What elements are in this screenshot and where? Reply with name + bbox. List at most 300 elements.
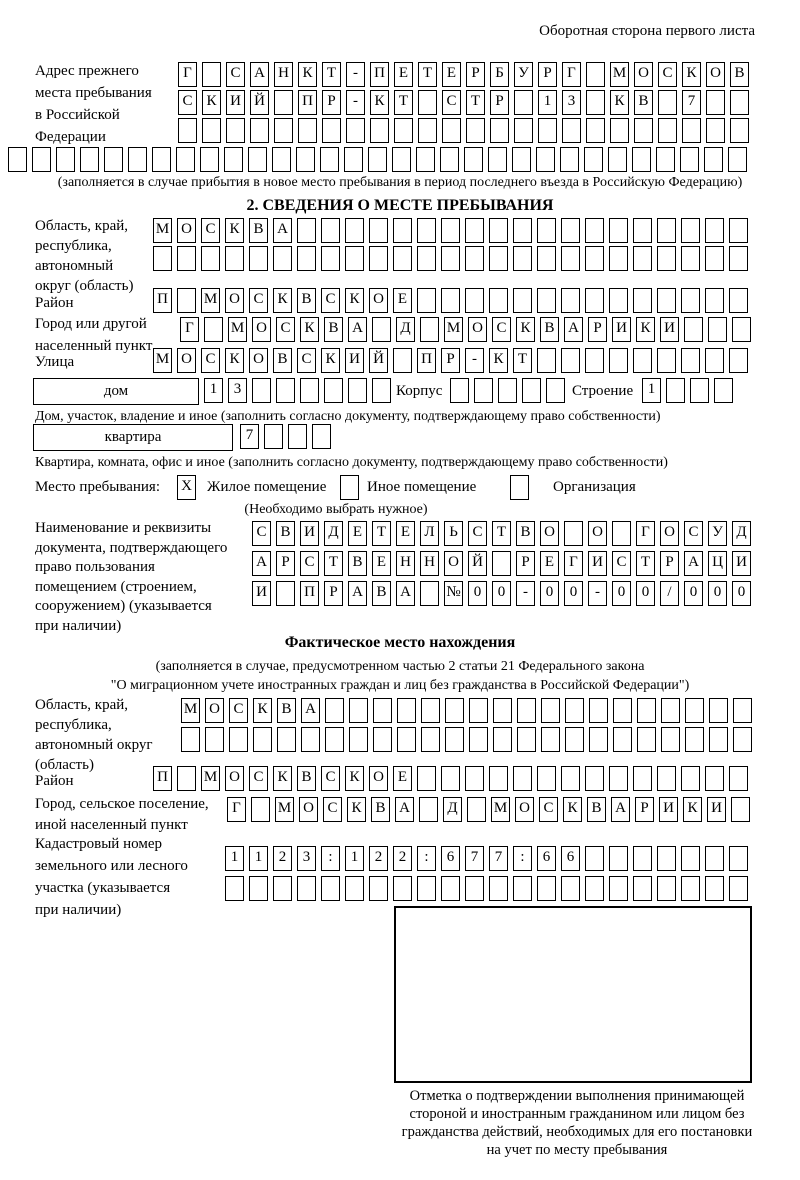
char-cell[interactable] xyxy=(488,147,507,172)
char-cell[interactable] xyxy=(706,118,725,143)
char-cell[interactable]: С xyxy=(539,797,558,822)
char-cell[interactable]: Р xyxy=(324,581,343,606)
char-cell[interactable]: И xyxy=(659,797,678,822)
char-cell[interactable] xyxy=(729,766,748,791)
char-cell[interactable] xyxy=(300,378,319,403)
char-cell[interactable] xyxy=(589,698,608,723)
char-cell[interactable]: Й xyxy=(468,551,487,576)
char-cell[interactable]: О xyxy=(515,797,534,822)
char-cell[interactable] xyxy=(565,698,584,723)
char-cell[interactable] xyxy=(393,246,412,271)
char-cell[interactable] xyxy=(297,246,316,271)
char-cell[interactable]: Л xyxy=(420,521,439,546)
char-cell[interactable] xyxy=(561,876,580,901)
char-cell[interactable]: С xyxy=(201,218,220,243)
char-cell[interactable] xyxy=(705,846,724,871)
char-cell[interactable] xyxy=(469,727,488,752)
char-cell[interactable] xyxy=(512,147,531,172)
char-cell[interactable]: Е xyxy=(393,766,412,791)
char-cell[interactable]: Р xyxy=(322,90,341,115)
char-cell[interactable]: О xyxy=(177,218,196,243)
char-cell[interactable] xyxy=(585,218,604,243)
checkbox-other-premises[interactable] xyxy=(340,475,359,500)
char-cell[interactable]: К xyxy=(516,317,535,342)
char-cell[interactable]: Е xyxy=(372,551,391,576)
char-cell[interactable] xyxy=(609,348,628,373)
char-cell[interactable] xyxy=(657,246,676,271)
char-cell[interactable] xyxy=(200,147,219,172)
char-cell[interactable] xyxy=(253,727,272,752)
char-cell[interactable] xyxy=(80,147,99,172)
char-cell[interactable] xyxy=(513,218,532,243)
char-cell[interactable]: Ь xyxy=(444,521,463,546)
char-cell[interactable]: А xyxy=(252,551,271,576)
char-cell[interactable] xyxy=(709,727,728,752)
char-cell[interactable]: С xyxy=(300,551,319,576)
char-cell[interactable] xyxy=(633,766,652,791)
char-cell[interactable]: Е xyxy=(393,288,412,313)
char-cell[interactable] xyxy=(177,288,196,313)
char-cell[interactable]: И xyxy=(345,348,364,373)
char-cell[interactable] xyxy=(564,521,583,546)
char-cell[interactable] xyxy=(538,118,557,143)
char-cell[interactable] xyxy=(537,348,556,373)
char-cell[interactable]: К xyxy=(321,348,340,373)
char-cell[interactable] xyxy=(8,147,27,172)
char-cell[interactable]: В xyxy=(297,288,316,313)
char-cell[interactable]: 7 xyxy=(682,90,701,115)
char-cell[interactable] xyxy=(493,727,512,752)
char-cell[interactable]: Т xyxy=(636,551,655,576)
char-cell[interactable] xyxy=(296,147,315,172)
char-cell[interactable] xyxy=(467,797,486,822)
char-cell[interactable]: О xyxy=(299,797,318,822)
char-cell[interactable] xyxy=(585,766,604,791)
char-cell[interactable] xyxy=(202,62,221,87)
char-cell[interactable] xyxy=(321,246,340,271)
char-cell[interactable] xyxy=(441,288,460,313)
char-cell[interactable] xyxy=(561,288,580,313)
char-cell[interactable] xyxy=(417,246,436,271)
char-cell[interactable] xyxy=(251,797,270,822)
char-cell[interactable] xyxy=(609,876,628,901)
char-cell[interactable]: В xyxy=(516,521,535,546)
char-cell[interactable] xyxy=(585,288,604,313)
char-cell[interactable]: Ц xyxy=(708,551,727,576)
char-cell[interactable]: : xyxy=(321,846,340,871)
char-cell[interactable]: М xyxy=(181,698,200,723)
char-cell[interactable] xyxy=(681,348,700,373)
char-cell[interactable] xyxy=(657,288,676,313)
char-cell[interactable] xyxy=(613,698,632,723)
char-cell[interactable]: А xyxy=(395,797,414,822)
char-cell[interactable] xyxy=(176,147,195,172)
char-cell[interactable] xyxy=(489,876,508,901)
char-cell[interactable]: Р xyxy=(466,62,485,87)
char-cell[interactable] xyxy=(325,698,344,723)
char-cell[interactable] xyxy=(369,876,388,901)
char-cell[interactable] xyxy=(274,90,293,115)
char-cell[interactable]: М xyxy=(275,797,294,822)
char-cell[interactable]: Й xyxy=(369,348,388,373)
char-cell[interactable] xyxy=(393,876,412,901)
char-cell[interactable] xyxy=(465,246,484,271)
char-cell[interactable] xyxy=(609,288,628,313)
char-cell[interactable]: Д xyxy=(443,797,462,822)
char-cell[interactable] xyxy=(705,288,724,313)
char-cell[interactable]: М xyxy=(201,288,220,313)
char-cell[interactable]: Г xyxy=(227,797,246,822)
char-cell[interactable] xyxy=(346,118,365,143)
char-cell[interactable] xyxy=(633,218,652,243)
char-cell[interactable]: О xyxy=(540,521,559,546)
char-cell[interactable] xyxy=(562,118,581,143)
char-cell[interactable] xyxy=(277,727,296,752)
char-cell[interactable]: В xyxy=(634,90,653,115)
char-cell[interactable] xyxy=(522,378,541,403)
char-cell[interactable] xyxy=(420,317,439,342)
char-cell[interactable]: Р xyxy=(516,551,535,576)
char-cell[interactable] xyxy=(681,846,700,871)
char-cell[interactable] xyxy=(345,218,364,243)
char-cell[interactable] xyxy=(445,727,464,752)
char-cell[interactable] xyxy=(561,218,580,243)
char-cell[interactable]: 2 xyxy=(273,846,292,871)
char-cell[interactable]: Р xyxy=(635,797,654,822)
char-cell[interactable] xyxy=(632,147,651,172)
char-cell[interactable] xyxy=(537,876,556,901)
char-cell[interactable]: К xyxy=(202,90,221,115)
char-cell[interactable] xyxy=(706,90,725,115)
char-cell[interactable]: В xyxy=(277,698,296,723)
char-cell[interactable] xyxy=(704,147,723,172)
char-cell[interactable] xyxy=(465,876,484,901)
char-cell[interactable] xyxy=(372,317,391,342)
char-cell[interactable] xyxy=(537,218,556,243)
char-cell[interactable]: С xyxy=(226,62,245,87)
char-cell[interactable]: О xyxy=(369,288,388,313)
char-cell[interactable] xyxy=(586,118,605,143)
char-cell[interactable] xyxy=(637,727,656,752)
char-cell[interactable]: 1 xyxy=(345,846,364,871)
char-cell[interactable]: К xyxy=(489,348,508,373)
char-cell[interactable] xyxy=(585,246,604,271)
char-cell[interactable]: 0 xyxy=(612,581,631,606)
char-cell[interactable] xyxy=(416,147,435,172)
char-cell[interactable] xyxy=(344,147,363,172)
char-cell[interactable]: С xyxy=(321,288,340,313)
char-cell[interactable] xyxy=(298,118,317,143)
char-cell[interactable]: С xyxy=(442,90,461,115)
char-cell[interactable] xyxy=(474,378,493,403)
char-cell[interactable] xyxy=(681,766,700,791)
char-cell[interactable] xyxy=(561,246,580,271)
char-cell[interactable]: 0 xyxy=(732,581,751,606)
char-cell[interactable] xyxy=(252,378,271,403)
char-cell[interactable] xyxy=(705,348,724,373)
char-cell[interactable] xyxy=(517,727,536,752)
char-cell[interactable] xyxy=(705,766,724,791)
char-cell[interactable] xyxy=(609,218,628,243)
char-cell[interactable] xyxy=(610,118,629,143)
char-cell[interactable]: К xyxy=(636,317,655,342)
char-cell[interactable]: В xyxy=(730,62,749,87)
char-cell[interactable]: С xyxy=(178,90,197,115)
char-cell[interactable] xyxy=(421,727,440,752)
char-cell[interactable] xyxy=(349,698,368,723)
char-cell[interactable]: 1 xyxy=(225,846,244,871)
char-cell[interactable]: С xyxy=(321,766,340,791)
char-cell[interactable] xyxy=(585,846,604,871)
char-cell[interactable] xyxy=(517,698,536,723)
char-cell[interactable] xyxy=(709,698,728,723)
char-cell[interactable] xyxy=(345,246,364,271)
char-cell[interactable] xyxy=(589,727,608,752)
char-cell[interactable] xyxy=(201,246,220,271)
char-cell[interactable] xyxy=(585,348,604,373)
char-cell[interactable] xyxy=(608,147,627,172)
checkbox-residential[interactable]: X xyxy=(177,475,196,500)
char-cell[interactable]: 3 xyxy=(228,378,247,403)
char-cell[interactable] xyxy=(394,118,413,143)
char-cell[interactable] xyxy=(465,288,484,313)
char-cell[interactable] xyxy=(229,727,248,752)
char-cell[interactable]: С xyxy=(201,348,220,373)
char-cell[interactable]: И xyxy=(660,317,679,342)
char-cell[interactable]: Р xyxy=(660,551,679,576)
char-cell[interactable] xyxy=(585,876,604,901)
char-cell[interactable]: Е xyxy=(348,521,367,546)
char-cell[interactable] xyxy=(465,218,484,243)
char-cell[interactable]: Д xyxy=(324,521,343,546)
char-cell[interactable] xyxy=(537,288,556,313)
char-cell[interactable] xyxy=(417,766,436,791)
char-cell[interactable] xyxy=(637,698,656,723)
char-cell[interactable] xyxy=(56,147,75,172)
char-cell[interactable]: 1 xyxy=(249,846,268,871)
char-cell[interactable] xyxy=(731,797,750,822)
char-cell[interactable] xyxy=(586,90,605,115)
char-cell[interactable] xyxy=(666,378,685,403)
char-cell[interactable]: Г xyxy=(178,62,197,87)
char-cell[interactable]: 1 xyxy=(538,90,557,115)
char-cell[interactable]: В xyxy=(276,521,295,546)
char-cell[interactable] xyxy=(729,846,748,871)
char-cell[interactable]: С xyxy=(323,797,342,822)
char-cell[interactable]: Т xyxy=(492,521,511,546)
char-cell[interactable]: А xyxy=(564,317,583,342)
char-cell[interactable]: 6 xyxy=(441,846,460,871)
char-cell[interactable] xyxy=(690,378,709,403)
char-cell[interactable]: - xyxy=(346,90,365,115)
char-cell[interactable]: С xyxy=(249,766,268,791)
char-cell[interactable] xyxy=(489,246,508,271)
char-cell[interactable]: О xyxy=(249,348,268,373)
char-cell[interactable] xyxy=(225,876,244,901)
char-cell[interactable]: С xyxy=(492,317,511,342)
char-cell[interactable] xyxy=(440,147,459,172)
char-cell[interactable]: М xyxy=(491,797,510,822)
char-cell[interactable]: М xyxy=(153,348,172,373)
char-cell[interactable] xyxy=(633,288,652,313)
char-cell[interactable] xyxy=(152,147,171,172)
char-cell[interactable]: О xyxy=(588,521,607,546)
char-cell[interactable]: Д xyxy=(732,521,751,546)
char-cell[interactable] xyxy=(609,766,628,791)
char-cell[interactable] xyxy=(633,348,652,373)
char-cell[interactable]: Р xyxy=(588,317,607,342)
char-cell[interactable]: А xyxy=(611,797,630,822)
char-cell[interactable]: Р xyxy=(276,551,295,576)
char-cell[interactable] xyxy=(514,90,533,115)
char-cell[interactable] xyxy=(513,876,532,901)
char-cell[interactable] xyxy=(297,876,316,901)
char-cell[interactable] xyxy=(249,876,268,901)
char-cell[interactable]: О xyxy=(444,551,463,576)
char-cell[interactable]: - xyxy=(588,581,607,606)
char-cell[interactable] xyxy=(633,246,652,271)
char-cell[interactable] xyxy=(541,727,560,752)
char-cell[interactable]: В xyxy=(273,348,292,373)
char-cell[interactable] xyxy=(349,727,368,752)
char-cell[interactable]: Н xyxy=(420,551,439,576)
char-cell[interactable]: Е xyxy=(396,521,415,546)
char-cell[interactable] xyxy=(733,727,752,752)
char-cell[interactable] xyxy=(393,348,412,373)
char-cell[interactable]: К xyxy=(225,348,244,373)
char-cell[interactable]: К xyxy=(273,288,292,313)
char-cell[interactable]: С xyxy=(249,288,268,313)
char-cell[interactable] xyxy=(250,118,269,143)
char-cell[interactable]: Е xyxy=(442,62,461,87)
char-cell[interactable] xyxy=(276,378,295,403)
char-cell[interactable] xyxy=(537,246,556,271)
char-cell[interactable] xyxy=(373,698,392,723)
char-cell[interactable] xyxy=(373,727,392,752)
char-cell[interactable]: Т xyxy=(394,90,413,115)
char-cell[interactable] xyxy=(708,317,727,342)
char-cell[interactable] xyxy=(420,581,439,606)
char-cell[interactable] xyxy=(392,147,411,172)
char-cell[interactable] xyxy=(397,698,416,723)
char-cell[interactable] xyxy=(320,147,339,172)
char-cell[interactable] xyxy=(560,147,579,172)
char-cell[interactable] xyxy=(441,218,460,243)
char-cell[interactable]: 0 xyxy=(564,581,583,606)
char-cell[interactable]: : xyxy=(513,846,532,871)
char-cell[interactable] xyxy=(705,218,724,243)
char-cell[interactable]: О xyxy=(225,766,244,791)
char-cell[interactable]: К xyxy=(298,62,317,87)
char-cell[interactable]: А xyxy=(273,218,292,243)
char-cell[interactable] xyxy=(489,766,508,791)
char-cell[interactable] xyxy=(656,147,675,172)
char-cell[interactable]: 7 xyxy=(465,846,484,871)
char-cell[interactable]: К xyxy=(300,317,319,342)
char-cell[interactable]: С xyxy=(252,521,271,546)
char-cell[interactable] xyxy=(658,118,677,143)
char-cell[interactable] xyxy=(393,218,412,243)
char-cell[interactable]: К xyxy=(682,62,701,87)
char-cell[interactable] xyxy=(445,698,464,723)
char-cell[interactable]: В xyxy=(371,797,390,822)
char-cell[interactable] xyxy=(492,551,511,576)
char-cell[interactable] xyxy=(418,118,437,143)
char-cell[interactable] xyxy=(714,378,733,403)
char-cell[interactable]: Р xyxy=(538,62,557,87)
char-cell[interactable]: В xyxy=(587,797,606,822)
char-cell[interactable]: 1 xyxy=(204,378,223,403)
char-cell[interactable] xyxy=(685,698,704,723)
char-cell[interactable]: Б xyxy=(490,62,509,87)
char-cell[interactable]: П xyxy=(417,348,436,373)
char-cell[interactable] xyxy=(513,288,532,313)
char-cell[interactable] xyxy=(584,147,603,172)
char-cell[interactable] xyxy=(418,90,437,115)
char-cell[interactable]: К xyxy=(225,218,244,243)
char-cell[interactable]: № xyxy=(444,581,463,606)
char-cell[interactable] xyxy=(181,727,200,752)
char-cell[interactable] xyxy=(345,876,364,901)
char-cell[interactable] xyxy=(153,246,172,271)
char-cell[interactable]: П xyxy=(153,766,172,791)
char-cell[interactable] xyxy=(321,876,340,901)
char-cell[interactable]: О xyxy=(706,62,725,87)
char-cell[interactable]: И xyxy=(707,797,726,822)
char-cell[interactable]: - xyxy=(346,62,365,87)
char-cell[interactable] xyxy=(633,846,652,871)
char-cell[interactable] xyxy=(204,317,223,342)
char-cell[interactable] xyxy=(441,246,460,271)
char-cell[interactable] xyxy=(273,246,292,271)
char-cell[interactable]: 0 xyxy=(468,581,487,606)
char-cell[interactable] xyxy=(514,118,533,143)
char-cell[interactable]: Н xyxy=(396,551,415,576)
char-cell[interactable] xyxy=(658,90,677,115)
char-cell[interactable] xyxy=(177,766,196,791)
char-cell[interactable]: Г xyxy=(564,551,583,576)
char-cell[interactable] xyxy=(681,218,700,243)
char-cell[interactable] xyxy=(419,797,438,822)
char-cell[interactable]: С xyxy=(468,521,487,546)
char-cell[interactable] xyxy=(469,698,488,723)
char-cell[interactable] xyxy=(729,348,748,373)
char-cell[interactable]: П xyxy=(370,62,389,87)
char-cell[interactable]: О xyxy=(660,521,679,546)
char-cell[interactable] xyxy=(730,118,749,143)
char-cell[interactable] xyxy=(705,246,724,271)
char-cell[interactable] xyxy=(178,118,197,143)
char-cell[interactable]: О xyxy=(634,62,653,87)
char-cell[interactable]: 3 xyxy=(562,90,581,115)
char-cell[interactable]: Е xyxy=(540,551,559,576)
char-cell[interactable] xyxy=(370,118,389,143)
char-cell[interactable] xyxy=(264,424,283,449)
char-cell[interactable]: К xyxy=(345,766,364,791)
char-cell[interactable] xyxy=(276,581,295,606)
char-cell[interactable]: М xyxy=(228,317,247,342)
char-cell[interactable]: Е xyxy=(394,62,413,87)
char-cell[interactable] xyxy=(464,147,483,172)
char-cell[interactable] xyxy=(324,378,343,403)
char-cell[interactable]: Д xyxy=(396,317,415,342)
char-cell[interactable]: Р xyxy=(441,348,460,373)
char-cell[interactable] xyxy=(248,147,267,172)
char-cell[interactable] xyxy=(224,147,243,172)
char-cell[interactable] xyxy=(442,118,461,143)
char-cell[interactable]: К xyxy=(253,698,272,723)
char-cell[interactable]: В xyxy=(372,581,391,606)
